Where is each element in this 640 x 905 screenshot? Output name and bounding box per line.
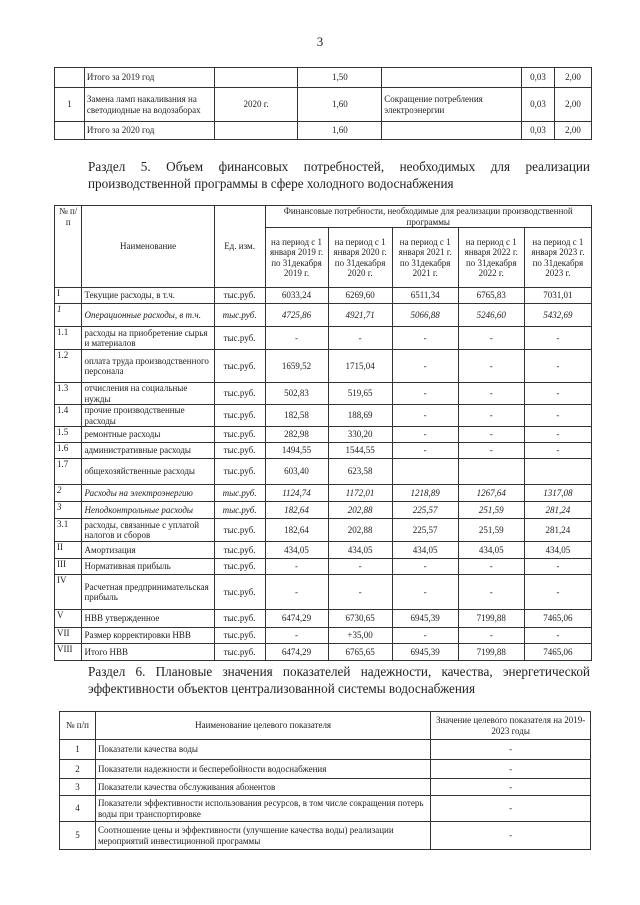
row-name: Итого за 2020 год <box>84 122 214 140</box>
table-row <box>55 559 592 575</box>
row-unit: тыс.руб. <box>214 644 265 661</box>
row-value: - <box>431 740 591 760</box>
row-name: ремонтные расходы <box>82 427 214 443</box>
row-num: 1.7 <box>55 459 82 485</box>
row-value: 202,88 <box>328 502 392 519</box>
row-num: III <box>55 559 82 575</box>
row-value: 4725,86 <box>265 304 328 327</box>
row-value: 5246,60 <box>458 304 524 327</box>
table-row <box>60 760 591 779</box>
row-value: 6511,34 <box>392 288 458 304</box>
table-row <box>55 68 592 88</box>
row-unit: тыс.руб. <box>214 405 265 427</box>
row-effect <box>382 68 522 88</box>
row-value: 7465,06 <box>524 610 591 628</box>
row-value: 6945,39 <box>392 644 458 661</box>
row-value: 434,05 <box>458 542 524 559</box>
row-name: Показатели качества обслуживания абонентов <box>95 779 430 796</box>
row-name: расходы на приобретение сырья и материалов <box>82 327 214 350</box>
row-name: Операционные расходы, в т.ч. <box>82 304 214 327</box>
row-value: 434,05 <box>392 542 458 559</box>
row-num: 3 <box>60 779 96 796</box>
row-name: Амортизация <box>82 542 214 559</box>
row-value: 1317,08 <box>524 485 591 502</box>
row-value: - <box>265 327 328 350</box>
header-period: на период с 1 января 2021 г. по 31декабря 2021 г. <box>392 228 458 288</box>
row-num: 2 <box>55 485 82 502</box>
row-value: - <box>458 628 524 644</box>
header-period: на период с 1 января 2022 г. по 31декабря 2022 г. <box>458 228 524 288</box>
row-value: - <box>392 628 458 644</box>
row-value: 434,05 <box>265 542 328 559</box>
table-row <box>55 405 592 427</box>
row-value: 623,58 <box>328 459 392 485</box>
row-value: - <box>458 383 524 405</box>
row-value: - <box>458 559 524 575</box>
row-num: 1.6 <box>55 443 82 459</box>
row-v1: 0,03 <box>522 122 555 140</box>
row-num: 2 <box>60 760 96 779</box>
row-name: общехозяйственные расходы <box>82 459 214 485</box>
row-value: - <box>392 383 458 405</box>
header-period: на период с 1 января 2023 г. по 31декабря 2023 г. <box>524 228 591 288</box>
row-value: - <box>431 822 591 850</box>
row-name: Замена ламп накаливания на светодиодные на водозаборах <box>84 88 214 122</box>
header-period: на период с 1 января 2020 г. по 31декабря 2020 г. <box>328 228 392 288</box>
row-num <box>55 122 85 140</box>
row-value: - <box>392 427 458 443</box>
row-name: прочие производственные расходы <box>82 405 214 427</box>
row-value: - <box>458 443 524 459</box>
row-value: 6474,29 <box>265 644 328 661</box>
row-name: отчисления на социальные нужды <box>82 383 214 405</box>
row-value: - <box>431 779 591 796</box>
header-name: Наименование <box>82 206 214 288</box>
row-name: Текущие расходы, в т.ч. <box>82 288 214 304</box>
row-value: 251,59 <box>458 502 524 519</box>
row-value: - <box>265 575 328 610</box>
row-value: - <box>458 327 524 350</box>
row-unit: тыс.руб. <box>214 443 265 459</box>
s6-header-num: № п/п <box>60 712 96 740</box>
row-value: 1,50 <box>298 68 382 88</box>
table-row <box>55 443 592 459</box>
row-unit: тыс.руб. <box>214 459 265 485</box>
row-unit: тыс.руб. <box>214 427 265 443</box>
table-row <box>55 88 592 122</box>
row-value: - <box>392 443 458 459</box>
financial-needs-table <box>54 205 592 661</box>
row-unit: тыс.руб. <box>214 542 265 559</box>
row-num: 1.3 <box>55 383 82 405</box>
row-num: V <box>55 610 82 628</box>
row-num: II <box>55 542 82 559</box>
s6-header-value: Значение целевого показателя на 2019-2023 годы <box>431 712 591 740</box>
table-row <box>55 628 592 644</box>
header-unit: Ед. изм. <box>214 206 265 288</box>
row-value <box>392 459 458 485</box>
row-value: 6765,83 <box>458 288 524 304</box>
row-value: - <box>265 559 328 575</box>
row-num: VIII <box>55 644 82 661</box>
row-unit: тыс.руб. <box>214 350 265 383</box>
row-value: 7199,88 <box>458 644 524 661</box>
row-value: 1715,04 <box>328 350 392 383</box>
row-name: Расходы на электроэнергию <box>82 485 214 502</box>
table-row <box>55 542 592 559</box>
row-num: I <box>55 288 82 304</box>
row-effect: Сокращение потребления электроэнергии <box>382 88 522 122</box>
target-indicators-table <box>59 711 591 850</box>
energy-measures-table <box>54 67 592 140</box>
row-value: 1,60 <box>298 88 382 122</box>
row-value: 1267,64 <box>458 485 524 502</box>
row-value: - <box>328 559 392 575</box>
table-row <box>55 327 592 350</box>
table-row <box>60 822 591 850</box>
row-value: 281,24 <box>524 502 591 519</box>
row-value: 1494,55 <box>265 443 328 459</box>
row-value: 225,57 <box>392 502 458 519</box>
row-value: 434,05 <box>524 542 591 559</box>
row-value: 1218,89 <box>392 485 458 502</box>
row-value: 6033,24 <box>265 288 328 304</box>
row-value: 1124,74 <box>265 485 328 502</box>
section6-title: Раздел 6. Плановые значения показателей надежности, качества, энергетической эффективности объектов централизованной системы водоснабжения <box>88 664 590 696</box>
row-num: 1.5 <box>55 427 82 443</box>
row-value: - <box>328 575 392 610</box>
row-num: 1 <box>60 740 96 760</box>
row-value: - <box>392 327 458 350</box>
row-num: VII <box>55 628 82 644</box>
row-value: - <box>524 575 591 610</box>
row-value: - <box>392 559 458 575</box>
row-value: 282,98 <box>265 427 328 443</box>
table-row <box>55 575 592 610</box>
header-num: № п/п <box>55 206 82 288</box>
row-name: Нормативная прибыль <box>82 559 214 575</box>
row-value: - <box>392 350 458 383</box>
row-num: 1.1 <box>55 327 82 350</box>
row-value: - <box>524 443 591 459</box>
row-num: 1.4 <box>55 405 82 427</box>
table-row <box>55 502 592 519</box>
row-value: - <box>265 628 328 644</box>
row-value: 281,24 <box>524 519 591 542</box>
row-unit: тыс.руб. <box>214 327 265 350</box>
row-value: - <box>524 383 591 405</box>
row-value: 202,88 <box>328 519 392 542</box>
row-v2: 2,00 <box>555 68 592 88</box>
row-value: - <box>392 575 458 610</box>
row-name: административные расходы <box>82 443 214 459</box>
table-row <box>55 485 592 502</box>
table-row <box>60 779 591 796</box>
row-unit: тыс.руб. <box>214 485 265 502</box>
row-name: Размер корректировки НВВ <box>82 628 214 644</box>
table-row <box>55 122 592 140</box>
row-num: IV <box>55 575 82 610</box>
row-value: - <box>431 796 591 822</box>
row-v1: 0,03 <box>522 88 555 122</box>
row-value: 182,58 <box>265 405 328 427</box>
row-name: Итого НВВ <box>82 644 214 661</box>
row-value: - <box>458 350 524 383</box>
row-unit: тыс.руб. <box>214 304 265 327</box>
row-value: - <box>392 405 458 427</box>
row-name: расходы, связанные с уплатой налогов и сборов <box>82 519 214 542</box>
row-name: Показатели качества воды <box>95 740 430 760</box>
table-row <box>60 740 591 760</box>
table-row <box>55 519 592 542</box>
row-value: 6474,29 <box>265 610 328 628</box>
table-row <box>55 644 592 661</box>
row-v2: 2,00 <box>555 122 592 140</box>
row-num: 5 <box>60 822 96 850</box>
row-value: - <box>328 327 392 350</box>
row-value: 7199,88 <box>458 610 524 628</box>
row-unit: тыс.руб. <box>214 575 265 610</box>
row-unit: тыс.руб. <box>214 383 265 405</box>
row-num: 3 <box>55 502 82 519</box>
row-value: - <box>524 427 591 443</box>
table-row <box>55 304 592 327</box>
row-value: 603,40 <box>265 459 328 485</box>
row-value: 434,05 <box>328 542 392 559</box>
row-value <box>524 459 591 485</box>
table-row <box>55 610 592 628</box>
row-value: 6730,65 <box>328 610 392 628</box>
row-name: Неподконтрольные расходы <box>82 502 214 519</box>
row-value: 6945,39 <box>392 610 458 628</box>
row-v1: 0,03 <box>522 68 555 88</box>
row-num: 3.1 <box>55 519 82 542</box>
row-year: 2020 г. <box>214 88 298 122</box>
row-num: 1 <box>55 304 82 327</box>
row-value: 7465,06 <box>524 644 591 661</box>
row-value: 6269,60 <box>328 288 392 304</box>
table-row <box>60 796 591 822</box>
row-unit: тыс.руб. <box>214 628 265 644</box>
row-unit: тыс.руб. <box>214 519 265 542</box>
row-name: Расчетная предпринимательская прибыль <box>82 575 214 610</box>
row-value: 251,59 <box>458 519 524 542</box>
row-name: Показатели эффективности использования ресурсов, в том числе сокращения потерь воды при транспортировке <box>95 796 430 822</box>
row-num: 4 <box>60 796 96 822</box>
row-value: 502,83 <box>265 383 328 405</box>
table-row <box>55 383 592 405</box>
table-row <box>55 427 592 443</box>
row-value: 188,69 <box>328 405 392 427</box>
page-number: 3 <box>316 34 324 49</box>
row-value: - <box>431 760 591 779</box>
row-value: 4921,71 <box>328 304 392 327</box>
row-value: 1172,01 <box>328 485 392 502</box>
table-row <box>55 288 592 304</box>
s6-header-name: Наименование целевого показателя <box>95 712 430 740</box>
row-value: 182,64 <box>265 502 328 519</box>
row-value: 330,20 <box>328 427 392 443</box>
row-effect <box>382 122 522 140</box>
row-value: +35,00 <box>328 628 392 644</box>
row-value: 6765,65 <box>328 644 392 661</box>
row-year <box>214 122 298 140</box>
row-v2: 2,00 <box>555 88 592 122</box>
row-value: - <box>458 405 524 427</box>
row-value: - <box>524 350 591 383</box>
row-name: Показатели надежности и бесперебойности водоснабжения <box>95 760 430 779</box>
row-value: 5432,69 <box>524 304 591 327</box>
row-unit: тыс.руб. <box>214 559 265 575</box>
row-name: Итого за 2019 год <box>84 68 214 88</box>
row-name: НВВ утвержденное <box>82 610 214 628</box>
row-value: - <box>524 628 591 644</box>
row-value: 5066,88 <box>392 304 458 327</box>
row-value: - <box>458 427 524 443</box>
header-period: на период с 1 января 2019 г. по 31декабря 2019 г. <box>265 228 328 288</box>
row-value: 182,64 <box>265 519 328 542</box>
row-value: - <box>458 575 524 610</box>
row-value: - <box>524 559 591 575</box>
row-value: 519,65 <box>328 383 392 405</box>
row-value: 1659,52 <box>265 350 328 383</box>
row-num: 1 <box>55 88 85 122</box>
row-value: 7031,01 <box>524 288 591 304</box>
row-value: 225,57 <box>392 519 458 542</box>
row-name: Соотношение цены и эффективности (улучшение качества воды) реализации мероприятий инвестиционной программы <box>95 822 430 850</box>
row-num <box>55 68 85 88</box>
row-value: - <box>524 405 591 427</box>
row-unit: тыс.руб. <box>214 610 265 628</box>
row-value: 1544,55 <box>328 443 392 459</box>
row-value: 1,60 <box>298 122 382 140</box>
header-group: Финансовые потребности, необходимые для реализации производственной программы <box>265 206 592 228</box>
section5-title: Раздел 5. Объем финансовых потребностей, необходимых для реализации производственной программы в сфере холодного водоснабжения <box>88 159 590 191</box>
row-unit: тыс.руб. <box>214 502 265 519</box>
row-value: - <box>524 327 591 350</box>
row-name: оплата труда производственного персонала <box>82 350 214 383</box>
table-row <box>55 350 592 383</box>
row-unit: тыс.руб. <box>214 288 265 304</box>
table-row <box>55 459 592 485</box>
row-year <box>214 68 298 88</box>
row-value <box>458 459 524 485</box>
row-num: 1.2 <box>55 350 82 383</box>
